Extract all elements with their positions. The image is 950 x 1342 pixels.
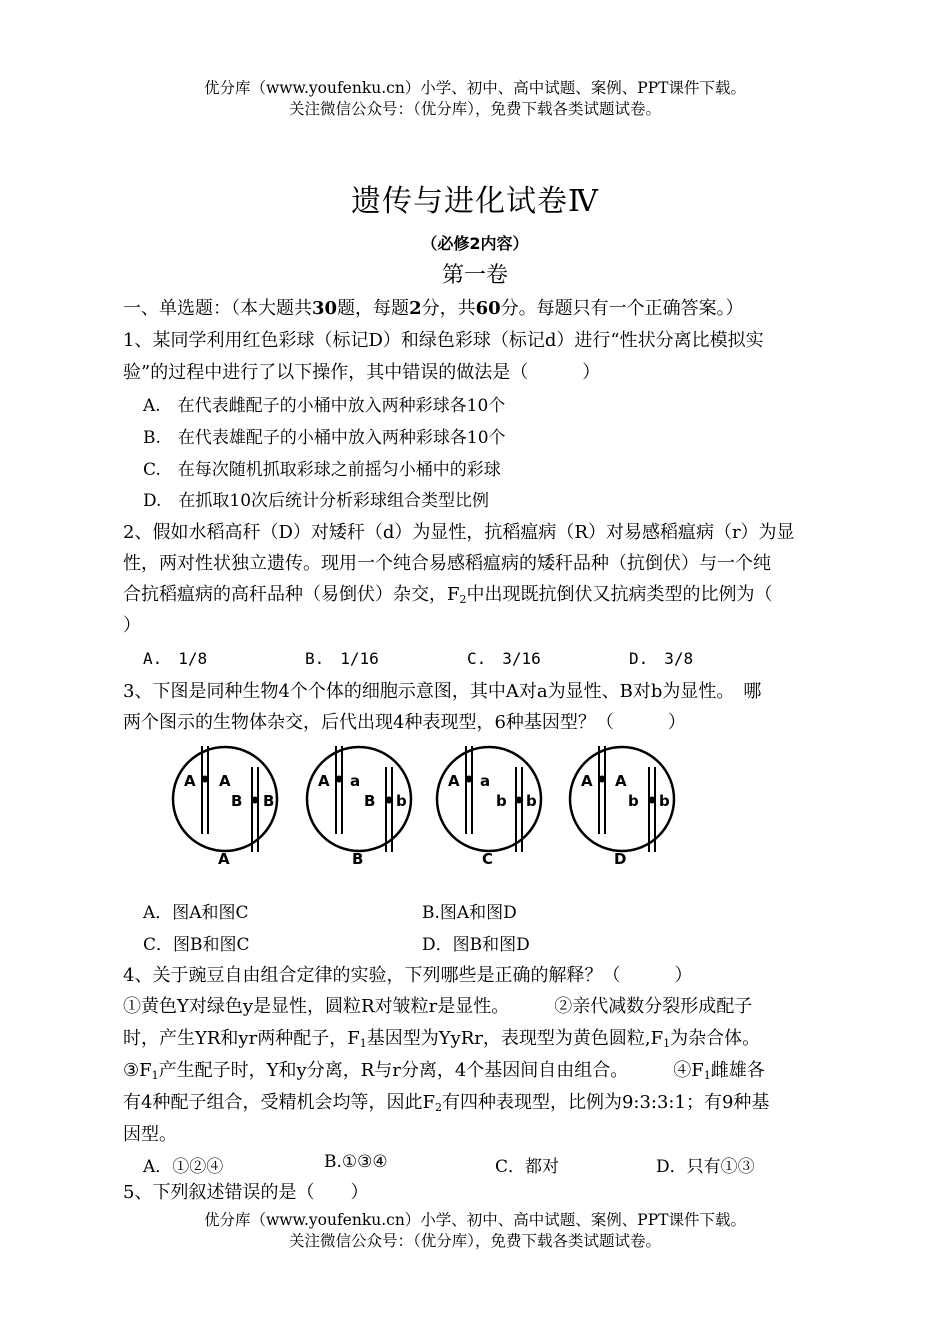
q2-stem-line-3: 合抗稻瘟病的高秆品种（易倒伏）杂交，$F_2$中出现既抗倒伏又抗病类型的比例为（ [123,584,773,606]
page-footer-line-1: 优分库（www.youfenku.cn）小学、初中、高中试题、案例、PPT课件下载。 [203,1211,747,1229]
page-header-line-1: 优分库（www.youfenku.cn）小学、初中、高中试题、案例、PPT课件下载。 [203,79,747,97]
section-heading: 一、单选题：（本大题共30题，每题2分，共60分。每题只有一个正确答案。） [123,298,744,319]
q1-option-c: C. 在每次随机抓取彩球之前摇匀小桶中的彩球 [143,460,501,480]
q2-option-a: A. 1/8 [143,649,208,668]
gene-label: b [496,792,507,810]
q2-stem-line-2: 性，两对性状独立遗传。现用一个纯合易感稻瘟病的矮秆品种（抗倒伏）与一个纯 [123,553,771,574]
q4-option-c: C．都对 [495,1157,560,1177]
q1-option-b: B. 在代表雄配子的小桶中放入两种彩球各10个 [143,428,506,448]
q2-stem-line-4: ） [123,615,141,636]
gene-label: a [350,772,361,790]
gene-label: A [581,772,593,790]
cell-diagram-a [173,746,277,868]
q1-option-d: D. 在抓取10次后统计分析彩球组合类型比例 [143,491,490,511]
q3-option-d: D．图B和图D [422,935,530,955]
gene-label: A [184,772,196,790]
q3-stem-line-2: 两个图示的生物体杂交，后代出现4种表现型，6种基因型？（ ） [123,712,686,733]
gene-label: b [526,792,537,810]
cell-label-d: D [614,850,627,868]
q4-statement-line-4: 有4种配子组合，受精机会均等，因此$F_2$有四种表现型，比例为9:3:3:1；有9种基 [123,1092,770,1114]
q4-option-d: D．只有①③ [656,1157,755,1177]
q4-statement-line-1: ①黄色Y对绿色y是显性，圆粒R对皱粒r是显性。 ②亲代减数分裂形成配子 [123,996,753,1017]
cell-label-b: B [352,850,364,868]
gene-label: A [448,772,460,790]
gene-label: B [364,792,376,810]
q4-statement-line-2: 时，产生YR和yr两种配子，$F_1$基因型为YyRr，表现型为黄色圆粒$,F_1$为杂合体。 [123,1028,761,1050]
q4-option-b: B.①③④ [324,1152,388,1172]
exam-subtitle: （必修2内容） [421,234,529,253]
gene-label: B [263,792,275,810]
q4-option-a: A．①②④ [143,1157,224,1177]
gene-label: a [480,772,491,790]
volume-heading: 第一卷 [441,263,508,288]
cell-label-c: C [482,850,494,868]
cell-label-a: A [218,850,230,868]
gene-label: b [628,792,639,810]
cell-diagram-c [437,746,541,868]
q4-statement-line-5: 因型。 [123,1124,177,1145]
q2-stem-line-1: 2、假如水稻高秆（D）对矮秆（d）为显性，抗稻瘟病（R）对易感稻瘟病（r）为显 [123,522,795,543]
gene-label: b [396,792,407,810]
q4-statement-line-3: $③F_1$产生配子时，Y和y分离，R与r分离，4个基因间自由组合。 $④F_1$雌雄各 [123,1060,765,1082]
gene-label: B [231,792,243,810]
q4-stem: 4、关于豌豆自由组合定律的实验，下列哪些是正确的解释？（ ） [123,965,693,986]
q3-option-a: A．图A和图C [143,903,249,923]
page-footer-line-2: 关注微信公众号：（优分库），免费下载各类试题试卷。 [288,1232,661,1250]
cell-diagram-d [570,746,674,868]
cell-diagram-b [307,746,411,868]
q3-stem-line-1: 3、下图是同种生物4个个体的细胞示意图，其中A对a为显性、B对b为显性。 哪 [123,681,762,702]
q1-stem-line-1: 1、某同学利用红色彩球（标记D）和绿色彩球（标记d）进行“性状分离比模拟实 [123,330,764,351]
exam-title: 遗传与进化试卷Ⅳ [351,184,599,219]
page-header-line-2: 关注微信公众号：（优分库），免费下载各类试题试卷。 [288,100,661,118]
gene-label: A [318,772,330,790]
q1-option-a: A. 在代表雌配子的小桶中放入两种彩球各10个 [143,396,506,416]
cell-diagram-figure [0,734,950,874]
gene-label: b [659,792,670,810]
q2-option-c: C. 3/16 [467,649,541,668]
q5-stem: 5、下列叙述错误的是（ ） [123,1182,369,1203]
gene-label: A [615,772,627,790]
q3-option-b: B.图A和图D [422,903,517,923]
gene-label: A [219,772,231,790]
q2-option-b: B. 1/16 [305,649,379,668]
q3-option-c: C．图B和图C [143,935,250,955]
q2-option-d: D. 3/8 [629,649,694,668]
q1-stem-line-2: 验”的过程中进行了以下操作，其中错误的做法是（ ） [123,362,601,383]
